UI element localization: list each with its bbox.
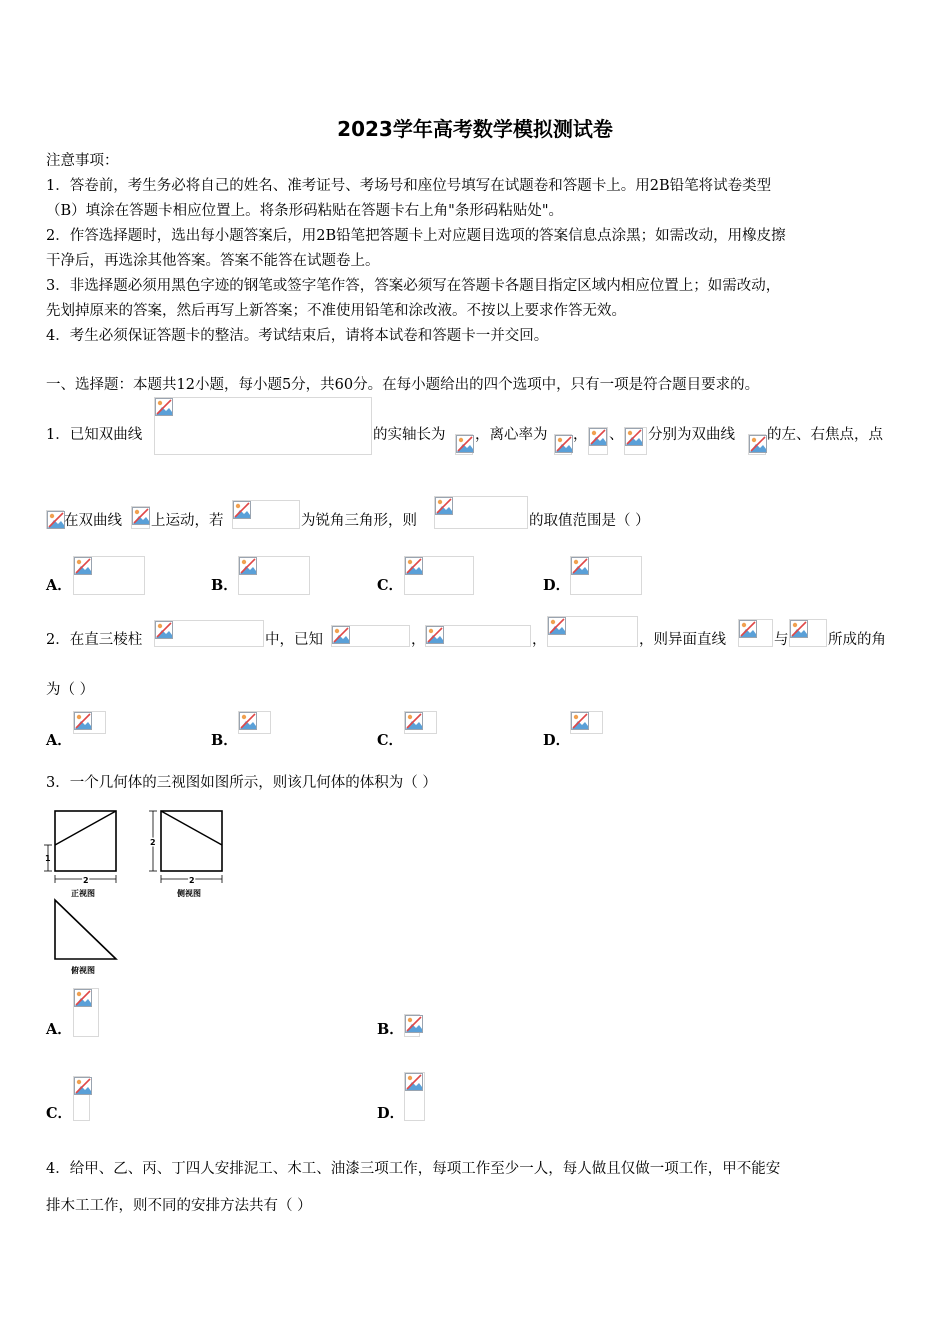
image-placeholder-icon (789, 619, 827, 647)
q2-text: ，则异面直线 (639, 632, 726, 648)
option-b-label: B． (211, 577, 238, 594)
image-placeholder-icon (46, 510, 64, 529)
option-c-label: C． (377, 732, 404, 749)
top-view-label: 俯视图 (71, 966, 95, 975)
dim-2-label: 2 (189, 876, 195, 885)
notice-line: （B）填涂在答题卡相应位置上。将条形码粘贴在答题卡右上角"条形码粘贴处"。 (46, 203, 563, 219)
q1-text: 的左、右焦点，点 (767, 427, 883, 443)
notice-line: 2．作答选择题时，选出每小题答案后，用2B铅笔把答题卡上对应题目选项的答案信息点涂黑；如需改动，用橡皮擦 (46, 228, 786, 244)
dim-2-label: 2 (150, 838, 156, 847)
image-placeholder-icon (624, 427, 647, 455)
q1-text: 为锐角三角形，则 (301, 513, 417, 529)
page-title: 2023学年高考数学模拟测试卷 (337, 117, 613, 141)
option-b-image-icon[interactable] (238, 556, 310, 595)
q1-text: 、 (609, 427, 624, 443)
q2-text: 2．在直三棱柱 (46, 632, 143, 648)
front-view-label: 正视图 (71, 889, 95, 898)
q1-text: 1．已知双曲线 (46, 427, 143, 443)
side-view-label: 侧视图 (177, 889, 201, 898)
front-view (44, 811, 116, 898)
dim-2-label: 2 (83, 876, 89, 885)
image-placeholder-icon (232, 500, 300, 529)
q2-text: 中，已知 (265, 632, 323, 648)
side-view (149, 811, 222, 898)
image-placeholder-icon (331, 625, 410, 647)
image-placeholder-icon (738, 619, 773, 647)
q3-text: 3．一个几何体的三视图如图所示，则该几何体的体积为（ ） (46, 775, 437, 791)
image-placeholder-icon (131, 506, 150, 529)
option-b-image-icon[interactable] (404, 1014, 420, 1037)
image-placeholder-icon (154, 397, 372, 455)
option-a-image-icon[interactable] (73, 711, 106, 734)
q2-text: 为（ ） (46, 682, 95, 698)
option-d-label: D． (543, 732, 571, 749)
option-a-label: A． (46, 1021, 72, 1038)
q2-text: 与 (774, 632, 789, 648)
three-view-figure (40, 805, 240, 980)
notice-line: 1．答卷前，考生务必将自己的姓名、准考证号、考场号和座位号填写在试题卷和答题卡上。用2B铅笔将试卷类型 (46, 178, 772, 194)
image-placeholder-icon (434, 496, 528, 529)
q2-text: ， (532, 632, 547, 648)
option-c-image-icon[interactable] (404, 556, 474, 595)
notice-line: 干净后，再选涂其他答案。答案不能答在试题卷上。 (46, 253, 380, 269)
option-b-label: B． (377, 1021, 404, 1038)
q1-text: ，离心率为 (475, 427, 548, 443)
notice-line: 3．非选择题必须用黑色字迹的钢笔或签字笔作答，答案必须写在答题卡各题目指定区域内相应位置上；如需改动， (46, 278, 781, 294)
option-d-label: D． (377, 1105, 405, 1122)
option-a-label: A． (46, 577, 72, 594)
q4-text: 4．给甲、乙、丙、丁四人安排泥工、木工、油漆三项工作，每项工作至少一人，每人做且仅做一项工作，甲不能安 (46, 1161, 781, 1177)
image-placeholder-icon (425, 625, 531, 647)
option-c-label: C． (46, 1105, 73, 1122)
image-placeholder-icon (547, 616, 638, 647)
q1-text: 上运动，若 (151, 513, 224, 529)
section-heading: 一、选择题：本题共12小题，每小题5分，共60分。在每小题给出的四个选项中，只有一项是符合题目要求的。 (46, 377, 760, 393)
image-placeholder-icon (455, 434, 473, 455)
notice-line: 先划掉原来的答案，然后再写上新答案；不准使用铅笔和涂改液。不按以上要求作答无效。 (46, 303, 626, 319)
notice-heading: 注意事项： (46, 153, 119, 169)
image-placeholder-icon (154, 620, 264, 647)
image-placeholder-icon (554, 434, 572, 455)
option-b-image-icon[interactable] (238, 711, 271, 734)
image-placeholder-icon (748, 434, 766, 455)
q1-text: ， (573, 427, 588, 443)
q4-text: 排木工工作，则不同的安排方法共有（ ） (46, 1198, 312, 1214)
dim-1-label: 1 (45, 854, 51, 863)
option-c-label: C． (377, 577, 404, 594)
option-a-label: A． (46, 732, 72, 749)
q1-text: 的实轴长为 (373, 427, 446, 443)
notice-line: 4．考生必须保证答题卡的整洁。考试结束后，请将本试卷和答题卡一并交回。 (46, 328, 549, 344)
q1-text: 在双曲线 (64, 513, 122, 529)
option-d-image-icon[interactable] (570, 711, 603, 734)
option-a-image-icon[interactable] (73, 988, 99, 1037)
image-placeholder-icon (588, 427, 608, 455)
option-a-image-icon[interactable] (73, 556, 145, 595)
option-b-label: B． (211, 732, 238, 749)
q1-text: 分别为双曲线 (648, 427, 735, 443)
option-d-image-icon[interactable] (404, 1072, 425, 1121)
option-d-image-icon[interactable] (570, 556, 642, 595)
q2-text: 所成的角 (828, 632, 886, 648)
q2-text: ， (411, 632, 426, 648)
q1-text: 的取值范围是（ ） (529, 513, 650, 529)
option-c-image-icon[interactable] (404, 711, 437, 734)
option-d-label: D． (543, 577, 571, 594)
option-c-image-icon[interactable] (73, 1076, 90, 1121)
top-view (55, 900, 116, 975)
